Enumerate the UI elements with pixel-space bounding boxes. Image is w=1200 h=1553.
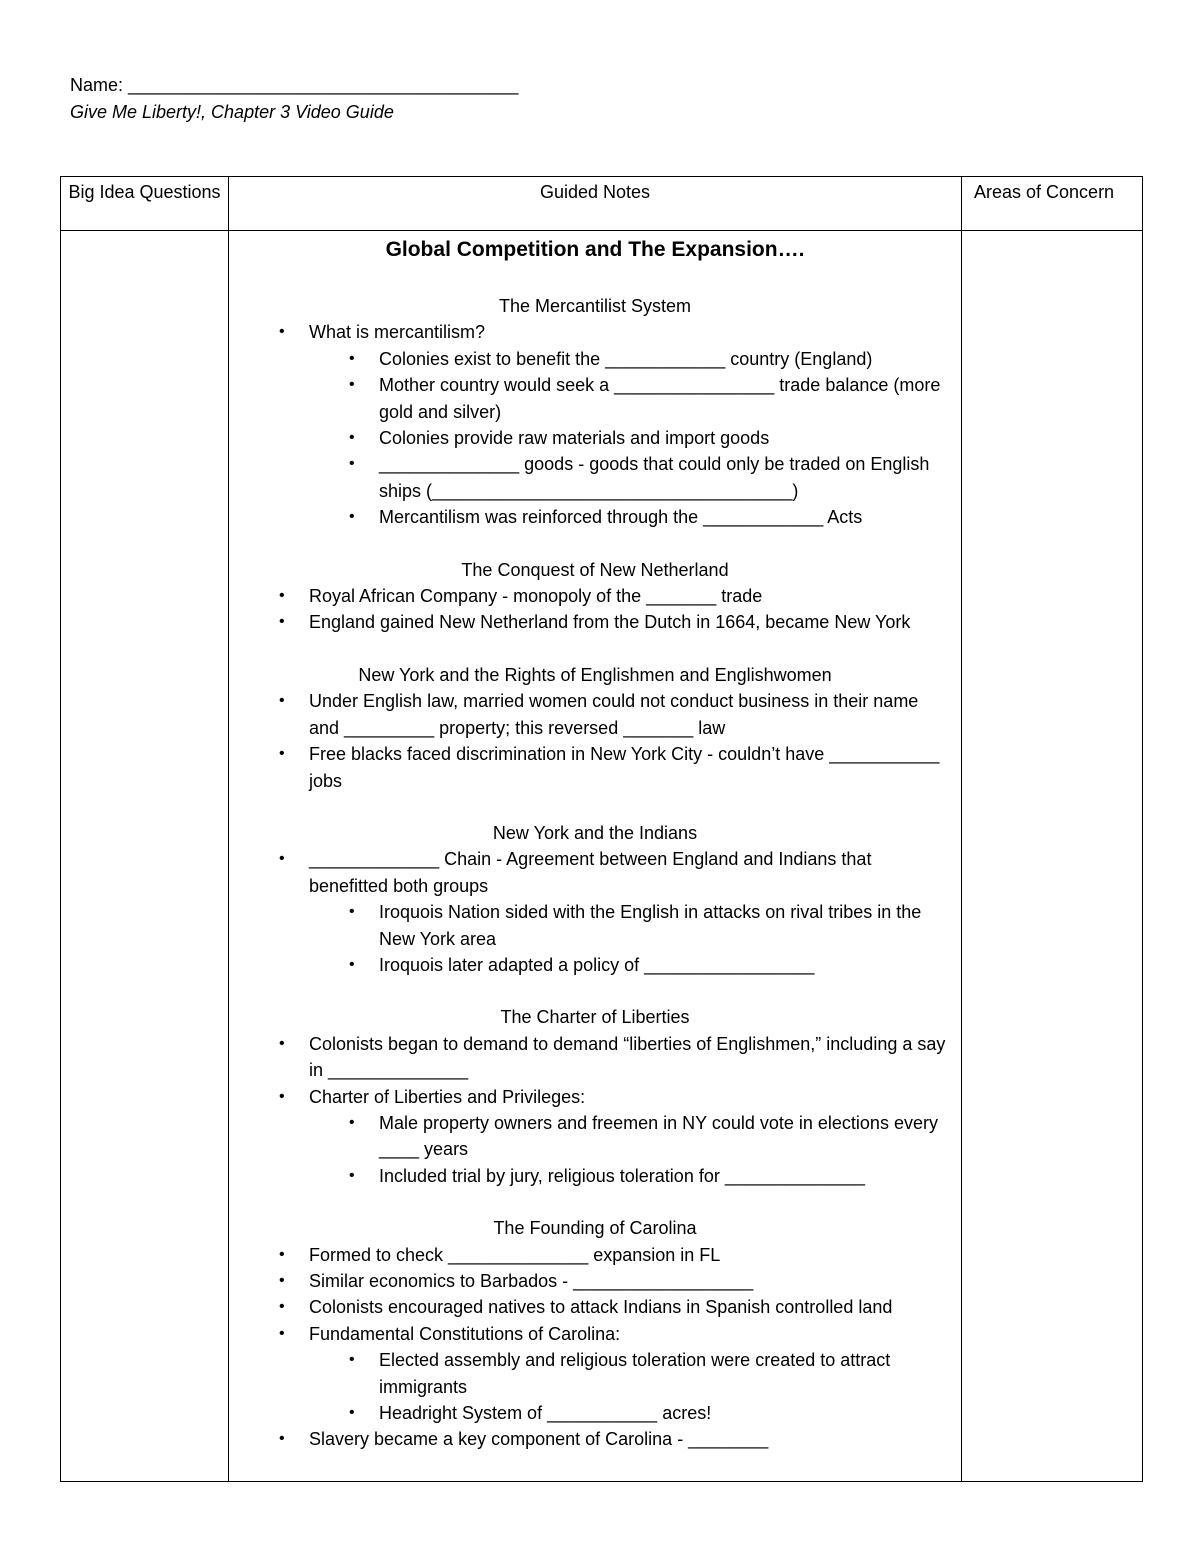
big-idea-questions-cell bbox=[61, 231, 229, 1482]
bullet-icon: • bbox=[349, 955, 355, 973]
sub-list-item bbox=[239, 1110, 951, 1163]
section-heading: The Mercantilist System bbox=[498, 296, 692, 316]
section-heading: New York and the Rights of Englishmen and Englishwomen bbox=[358, 664, 832, 685]
section-heading: The Charter of Liberties bbox=[500, 1007, 690, 1028]
bullet-icon: • bbox=[279, 1298, 285, 1316]
sub-list-item bbox=[239, 952, 951, 978]
section-heading: The Founding of Carolina bbox=[493, 1218, 697, 1239]
bullet-list bbox=[239, 1031, 951, 1189]
list-item bbox=[239, 846, 951, 978]
list-item-text: Formed to check ______________ expansion in FL bbox=[309, 1244, 721, 1265]
list-item bbox=[239, 1084, 951, 1190]
bullet-icon: • bbox=[279, 1034, 285, 1052]
sub-list-item-text: ______________ goods - goods that could only be traded on English ships (____________________________________) bbox=[379, 454, 930, 501]
list-item-text: Colonists encouraged natives to attack Indians in Spanish controlled land bbox=[309, 1297, 893, 1318]
list-item-text: Slavery became a key component of Carolina - ________ bbox=[309, 1429, 769, 1450]
sub-list-item bbox=[239, 504, 951, 530]
sub-list-item bbox=[239, 372, 951, 425]
sub-list-item-text: Elected assembly and religious toleration were created to attract immigrants bbox=[379, 1350, 891, 1397]
list-item bbox=[239, 609, 951, 635]
sub-list-item-text: Male property owners and freemen in NY could vote in elections every ____ years bbox=[379, 1112, 938, 1160]
sub-list-item bbox=[239, 1347, 951, 1400]
bullet-icon: • bbox=[349, 455, 355, 473]
notes-section bbox=[239, 1215, 951, 1453]
list-item bbox=[239, 1268, 951, 1294]
section-heading: New York and the Indians bbox=[492, 822, 698, 843]
bullet-icon: • bbox=[279, 323, 285, 341]
sub-list-item bbox=[239, 451, 951, 504]
sub-list-item bbox=[239, 899, 951, 952]
notes-section bbox=[239, 557, 951, 636]
name-line: Name: _______________________________________ bbox=[70, 75, 519, 95]
list-item bbox=[239, 1321, 951, 1427]
notes-sections bbox=[239, 293, 951, 1453]
list-item-text: Similar economics to Barbados - __________________ bbox=[309, 1271, 754, 1291]
list-item-text: Royal African Company - monopoly of the _______ trade bbox=[309, 586, 763, 607]
sub-list-item-text: Mercantilism was reinforced through the ____________ Acts bbox=[379, 507, 863, 528]
sub-list-item-text: Mother country would seek a ________________ trade balance (more gold and silver) bbox=[379, 375, 941, 422]
notes-title: Global Competition and The Expansion…. bbox=[385, 238, 805, 261]
bullet-icon: • bbox=[349, 508, 355, 526]
list-item bbox=[239, 1242, 951, 1268]
list-item bbox=[239, 1426, 951, 1452]
sub-list-item-text: Included trial by jury, religious toleration for ______________ bbox=[379, 1165, 865, 1186]
bullet-icon: • bbox=[279, 613, 285, 631]
bullet-icon: • bbox=[349, 349, 355, 367]
bullet-icon: • bbox=[349, 1404, 355, 1422]
list-item-text: Colonists began to demand to demand “liberties of Englishmen,” including a say in ______________ bbox=[309, 1033, 946, 1081]
guided-notes-cell bbox=[229, 231, 962, 1482]
sub-list-item-text: Iroquois Nation sided with the English in attacks on rival tribes in the New York area bbox=[379, 902, 922, 949]
bullet-icon: • bbox=[279, 1272, 285, 1289]
bullet-list bbox=[239, 319, 951, 530]
sub-bullet-list bbox=[309, 899, 951, 978]
sub-list-item-text: Headright System of ___________ acres! bbox=[379, 1403, 712, 1424]
list-item-text: England gained New Netherland from the Dutch in 1664, became New York bbox=[309, 612, 911, 633]
list-item-text: Free blacks faced discrimination in New York City - couldn’t have ___________ jobs bbox=[309, 744, 940, 791]
sub-bullet-list bbox=[309, 1110, 951, 1189]
list-item-text: Under English law, married women could not conduct business in their name and _________ property; this reversed _______ law bbox=[309, 691, 919, 738]
sub-list-item bbox=[239, 1163, 951, 1189]
bullet-list bbox=[239, 583, 951, 636]
sub-list-item-text: Colonies provide raw materials and import goods bbox=[379, 428, 770, 449]
sub-list-item-text: Iroquois later adapted a policy of _________________ bbox=[379, 954, 815, 975]
bullet-icon: • bbox=[279, 1430, 285, 1448]
bullet-icon: • bbox=[279, 1324, 285, 1342]
bullet-icon: • bbox=[349, 1113, 355, 1131]
notes-section bbox=[239, 1004, 951, 1189]
bullet-list bbox=[239, 688, 951, 794]
bullet-icon: • bbox=[349, 903, 355, 921]
list-item-text: _____________ Chain - Agreement between England and Indians that benefitted both groups bbox=[309, 849, 872, 896]
list-item bbox=[239, 688, 951, 741]
list-item-text: What is mercantilism? bbox=[309, 322, 486, 343]
table-body-row bbox=[61, 231, 1143, 1482]
sub-list-item bbox=[239, 346, 951, 372]
guided-notes-table bbox=[60, 176, 1143, 1482]
bullet-icon: • bbox=[279, 1245, 285, 1263]
bullet-icon: • bbox=[279, 692, 285, 710]
bullet-icon: • bbox=[349, 1351, 355, 1369]
sub-bullet-list bbox=[309, 346, 951, 531]
bullet-icon: • bbox=[349, 429, 355, 447]
sub-bullet-list bbox=[309, 1347, 951, 1426]
bullet-icon: • bbox=[279, 850, 285, 868]
bullet-icon: • bbox=[349, 376, 355, 394]
bullet-icon: • bbox=[279, 1087, 285, 1105]
sub-list-item-text: Colonies exist to benefit the ____________ country (England) bbox=[379, 348, 873, 369]
areas-of-concern-cell bbox=[962, 231, 1143, 1482]
section-heading: The Conquest of New Netherland bbox=[461, 559, 729, 580]
sub-list-item bbox=[239, 425, 951, 451]
bullet-icon: • bbox=[349, 1166, 355, 1184]
notes-section bbox=[239, 662, 951, 794]
notes-section bbox=[239, 293, 951, 531]
bullet-icon: • bbox=[279, 745, 285, 763]
bullet-icon: • bbox=[279, 587, 285, 605]
list-item bbox=[239, 583, 951, 609]
header-areas-of-concern: Areas of Concern bbox=[962, 177, 1143, 231]
list-item bbox=[239, 319, 951, 530]
list-item bbox=[239, 1031, 951, 1084]
list-item-text: Fundamental Constitutions of Carolina: bbox=[309, 1323, 621, 1344]
list-item bbox=[239, 741, 951, 794]
bullet-list bbox=[239, 846, 951, 978]
worksheet-subtitle: Give Me Liberty!, Chapter 3 Video Guide bbox=[70, 102, 394, 122]
notes-section bbox=[239, 820, 951, 978]
table-header-row bbox=[61, 177, 1143, 231]
bullet-list bbox=[239, 1242, 951, 1453]
list-item-text: Charter of Liberties and Privileges: bbox=[309, 1086, 586, 1107]
header-big-idea-questions: Big Idea Questions bbox=[61, 177, 229, 231]
sub-list-item bbox=[239, 1400, 951, 1426]
list-item bbox=[239, 1294, 951, 1320]
header-guided-notes: Guided Notes bbox=[229, 177, 962, 231]
